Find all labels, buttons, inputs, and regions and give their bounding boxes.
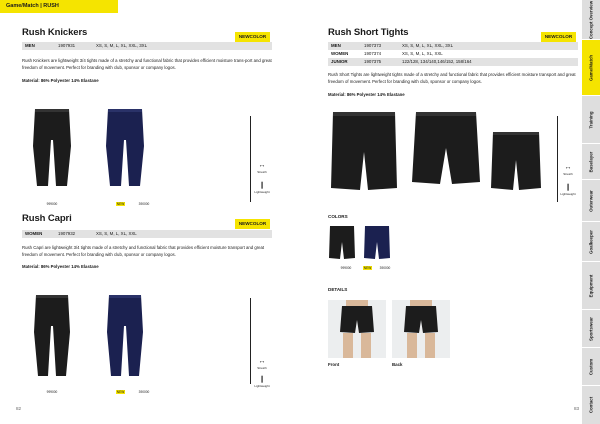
spec-row: WOMEN 1907374 XS, S, M, L, XL, XXL xyxy=(331,51,443,56)
swatch-black-image xyxy=(328,224,356,262)
rush-knickers-material: Material: 86% Polyester 14% Elastane xyxy=(22,78,99,83)
color-code: 999000 xyxy=(46,390,58,394)
front-detail-image xyxy=(328,300,386,358)
rush-short-tights-material: Material: 86% Polyester 14% Elastane xyxy=(328,92,405,97)
new-color-badge: NEWCOLOR xyxy=(541,32,576,42)
color-code: 390000 xyxy=(379,266,391,270)
new-color-badge: NEWCOLOR xyxy=(235,219,270,229)
short-tights-women-image xyxy=(410,108,482,194)
sidebar-tab-equipment[interactable]: Equipment xyxy=(582,262,600,310)
feather-icon: ❙ xyxy=(259,376,265,383)
rush-capri-material: Material: 86% Polyester 14% Elastane xyxy=(22,264,99,269)
back-detail-image xyxy=(392,300,450,358)
rush-short-tights-description: Rush Short Tights are lightweight tights made of a stretchy and functional fabric that provides efficient moisture transport and great freedom of movement. Perfect for branding with club, sponsor or company logos. xyxy=(328,72,576,84)
front-detail-photo xyxy=(328,300,386,358)
section-sidebar xyxy=(582,0,600,424)
rush-capri-title: Rush Capri xyxy=(22,213,72,224)
stretch-icon: ↔ xyxy=(258,358,266,365)
rush-capri-description: Rush Capri are lightweight 3/4 tights made of a stretchy and functional fabric that provides efficient moisture transport and great freedom of movement. Perfect for branding with club, sponsor or company logos. xyxy=(22,245,265,257)
rush-capri-spec xyxy=(22,230,272,238)
divider-line xyxy=(557,116,558,202)
sidebar-tab-sportswear[interactable]: Sportswear xyxy=(582,310,600,348)
rush-short-tights-title: Rush Short Tights xyxy=(328,27,409,38)
capri-navy-image xyxy=(95,292,155,382)
feather-icon: ❙ xyxy=(565,184,571,191)
capri-black-image xyxy=(22,292,82,382)
new-color-badge: NEWCOLOR xyxy=(235,32,270,42)
short-tights-men-image xyxy=(328,108,400,198)
sidebar-tab-custom[interactable]: Custom xyxy=(582,348,600,386)
new-color-code: NEW xyxy=(116,202,125,206)
short-tights-junior-image xyxy=(488,128,544,196)
knickers-black-image xyxy=(22,106,82,192)
front-label: Front xyxy=(328,362,340,367)
stretch-feature: ↔ Stretch xyxy=(560,164,576,176)
divider-line xyxy=(250,116,251,202)
stretch-icon: ↔ xyxy=(258,162,266,169)
rush-knickers-spec xyxy=(22,42,272,50)
rush-knickers-title: Rush Knickers xyxy=(22,27,88,38)
back-detail-photo xyxy=(392,300,450,358)
feather-icon: ❙ xyxy=(259,182,265,189)
lightweight-feature: ❙ Lightweight xyxy=(254,182,270,194)
details-heading: DETAILS xyxy=(328,287,348,292)
divider-line xyxy=(250,298,251,384)
rush-knickers-description: Rush Knickers are lightweight 3/4 tights made of a stretchy and functional fabric that provides efficient moisture trans-port and great freedom of movement. Perfect for branding with club, sponsor or company logos. xyxy=(22,58,272,70)
new-color-code: NEW xyxy=(363,266,372,270)
sidebar-tab-baselayer[interactable]: Baselayer xyxy=(582,144,600,180)
colors-heading: COLORS xyxy=(328,214,348,219)
section-tag: Game/Match | RUSH xyxy=(0,0,118,13)
stretch-feature: ↔ Stretch xyxy=(254,358,270,370)
spec-row: JUNIOR 1907375 122/128, 134/140,146/152, 158/164 xyxy=(328,58,578,66)
spec-row: MEN 1907373 XS, S, M, L, XL, XXL, 3XL xyxy=(328,42,578,50)
color-code: 999000 xyxy=(340,266,352,270)
lightweight-feature: ❙ Lightweight xyxy=(254,376,270,388)
swatch-navy-image xyxy=(363,224,391,262)
sidebar-tab-training[interactable]: Training xyxy=(582,96,600,144)
sidebar-tab-goalkeeper[interactable]: Goalkeeper xyxy=(582,222,600,262)
rush-short-tights-spec xyxy=(328,42,578,66)
sidebar-tab-contact[interactable]: Contact xyxy=(588,396,594,414)
page-number-left: 82 xyxy=(16,406,22,411)
color-code: 390000 xyxy=(138,390,150,394)
lightweight-feature: ❙ Lightweight xyxy=(560,184,576,196)
color-code: 390000 xyxy=(138,202,150,206)
sidebar-tab-concept-overview[interactable]: Concept Overview xyxy=(582,0,600,40)
stretch-icon: ↔ xyxy=(564,164,572,171)
sidebar-tab-game-match[interactable]: Game/Match xyxy=(582,40,600,96)
color-code: 999000 xyxy=(46,202,58,206)
spec-row: MEN 1907931 XS, S, M, L, XL, XXL, 3XL xyxy=(22,42,272,50)
knickers-navy-image xyxy=(95,106,155,192)
page-number-right: 83 xyxy=(574,406,580,411)
sidebar-tab-outerwear[interactable]: Outerwear xyxy=(582,180,600,222)
new-color-code: NEW xyxy=(116,390,125,394)
back-label: Back xyxy=(392,362,403,367)
spec-row: WOMEN 1907932 XS, S, M, L, XL, XXL xyxy=(22,230,272,238)
stretch-feature: ↔ Stretch xyxy=(254,162,270,174)
